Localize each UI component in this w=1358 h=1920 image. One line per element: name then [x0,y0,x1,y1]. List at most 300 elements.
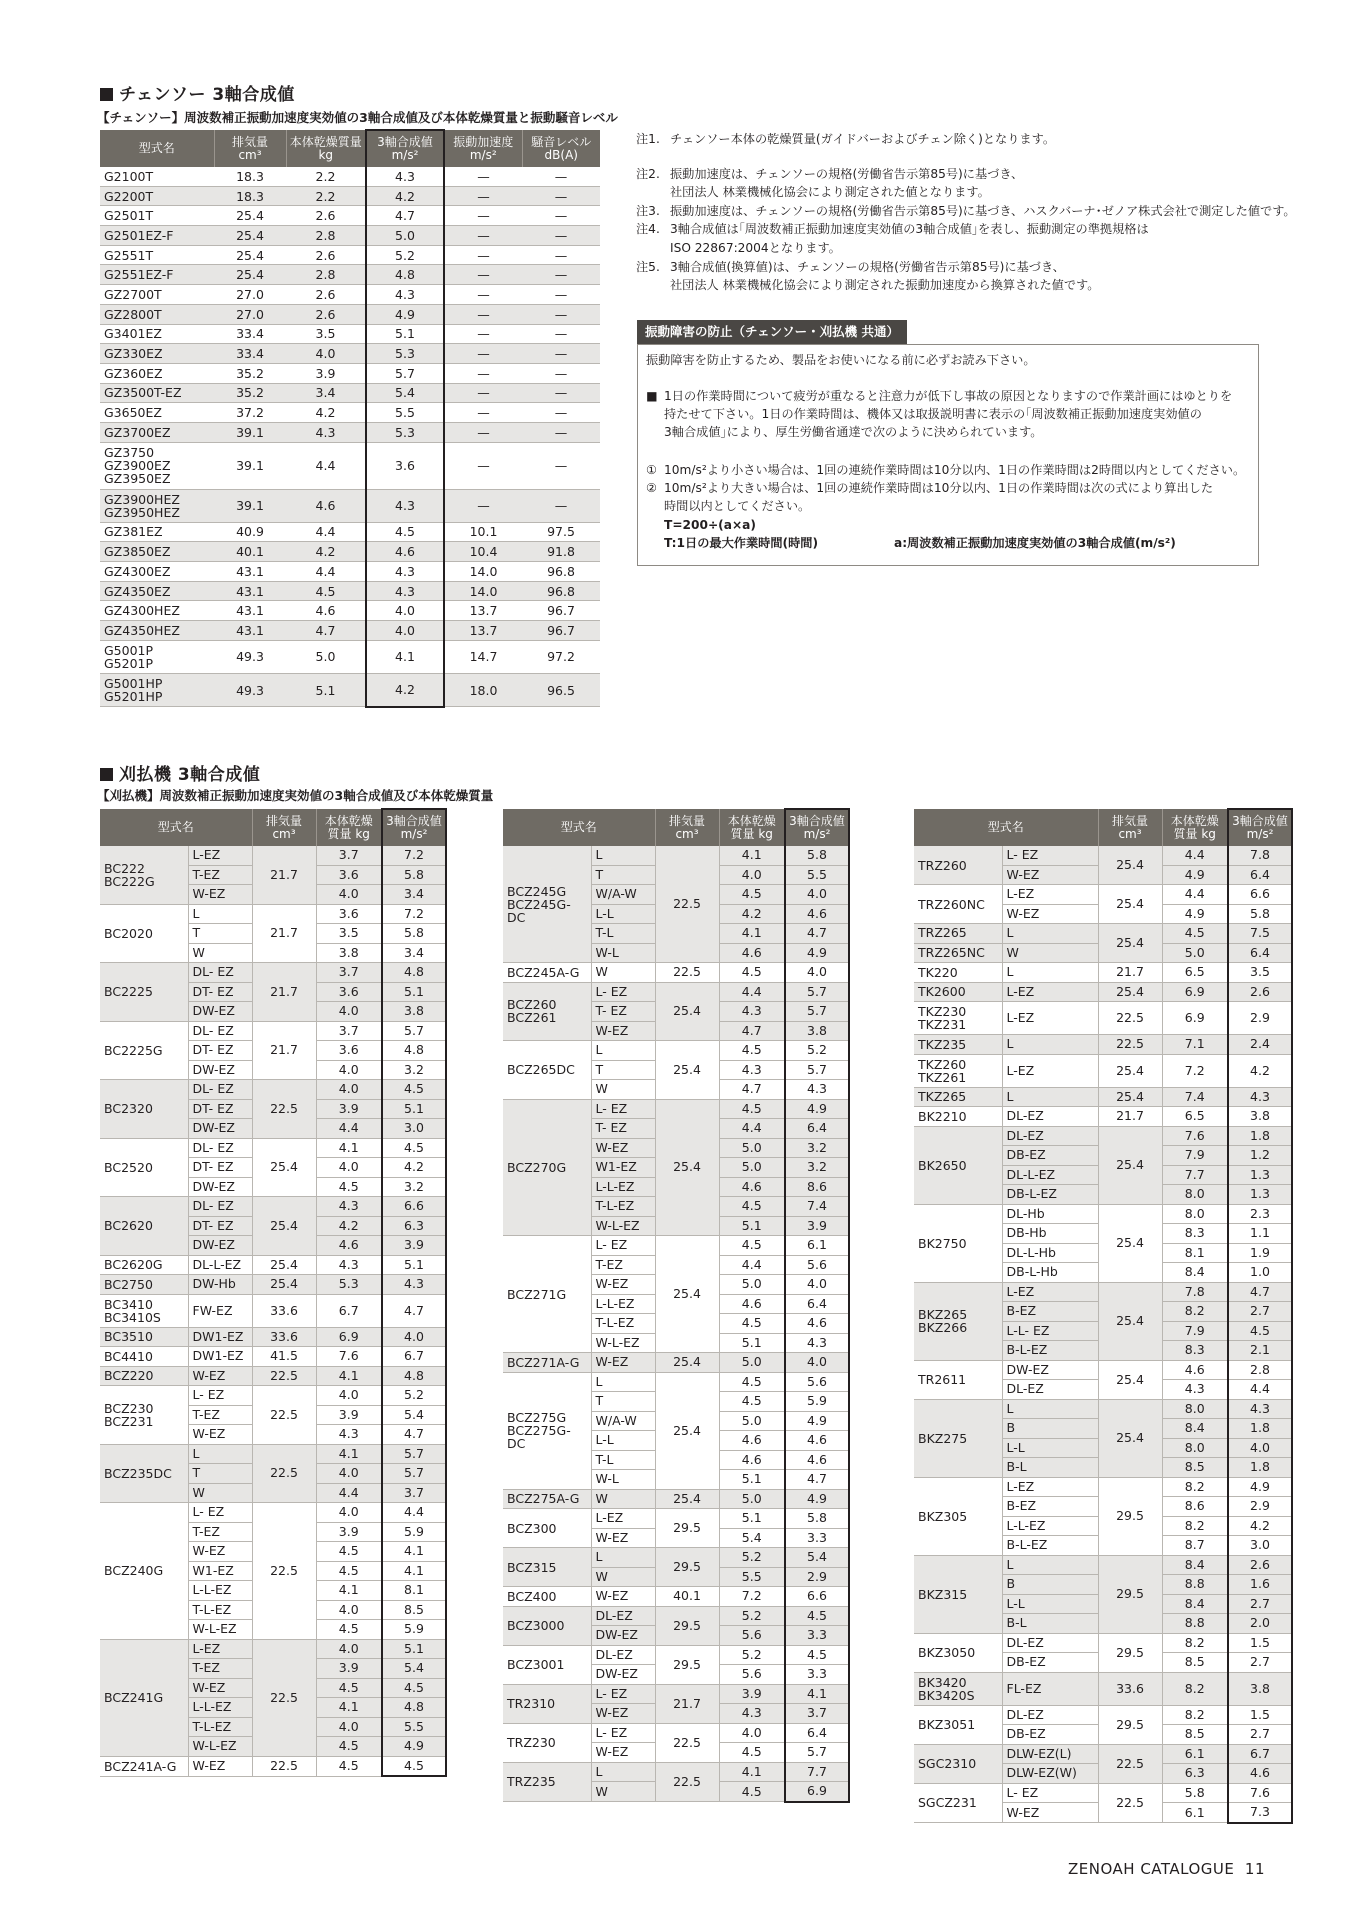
note-key: 注4. [636,222,660,237]
brush-model-cell: BC2620G [100,1255,188,1275]
brush-type-cell: T-EZ [188,1659,252,1679]
chainsaw-value-cell: 14.0 [444,581,522,601]
brush-3axis-cell: 3.9 [785,1216,849,1236]
chainsaw-value-cell: 4.5 [366,522,444,542]
chainsaw-model-cell: GZ3850EZ [100,542,214,562]
brush-cc-cell: 41.5 [252,1347,316,1367]
chainsaw-value-cell: 3.9 [286,363,366,383]
brush-type-cell: W-EZ [591,1704,655,1724]
brush-3axis-cell: 4.6 [785,1450,849,1470]
brush-weight-cell: 7.4 [1162,1087,1228,1107]
brush-model-cell: TRZ235 [503,1762,591,1802]
chainsaw-value-cell: 2.6 [286,304,366,324]
brush-3axis-cell: 5.1 [382,1255,446,1275]
brush-type-cell: W-L-EZ [188,1620,252,1640]
brush-weight-cell: 5.2 [719,1645,785,1665]
brush-weight-cell: 4.0 [316,1386,382,1406]
chainsaw-model-cell: GZ4350EZ [100,581,214,601]
brush-model-cell: TR2611 [914,1360,1002,1399]
chainsaw-value-cell: — [444,186,522,206]
brush-table-row [503,1587,849,1607]
brush-cc-cell: 25.4 [655,1099,719,1236]
brush-cc-cell: 25.4 [655,1353,719,1373]
brush-model-cell: BCZ241A-G [100,1756,188,1776]
brush-model-cell: BC2225G [100,1021,188,1080]
brush-3axis-cell: 4.3 [1228,1087,1292,1107]
brush-col-header-line1: 排気量 [1111,813,1148,828]
chainsaw-value-cell: 18.0 [444,673,522,707]
chainsaw-value-cell: 96.8 [522,581,600,601]
chainsaw-value-cell: — [444,226,522,246]
brush-type-cell: T-L-EZ [591,1314,655,1334]
brush-weight-cell: 4.0 [316,1503,382,1523]
brush-3axis-cell: 2.4 [1228,1035,1292,1055]
brush-weight-cell: 5.3 [316,1275,382,1295]
brush-weight-cell: 4.6 [719,1431,785,1451]
brush-type-cell: L-L [1002,1438,1098,1458]
chainsaw-value-cell: — [444,363,522,383]
brush-3axis-cell: 3.7 [785,1704,849,1724]
brush-type-cell: T [188,1464,252,1484]
brush-type-cell: T-EZ [188,1522,252,1542]
brush-table-row [914,1744,1292,1764]
brush-table-row [100,1080,446,1100]
brush-type-cell: DW-EZ [188,1236,252,1256]
brush-3axis-cell: 3.2 [382,1060,446,1080]
chainsaw-value-cell: — [444,442,522,489]
brush-weight-cell: 8.4 [1162,1594,1228,1614]
brush-weight-cell: 4.5 [719,1099,785,1119]
brush-weight-cell: 4.3 [316,1197,382,1217]
brush-cc-cell: 22.5 [655,846,719,963]
brush-col-header-line1: 本体乾燥 [1170,813,1219,828]
chainsaw-table-row [100,206,600,226]
brush-type-cell: W-EZ [591,1021,655,1041]
brush-model-cell: TRZ265 [914,924,1002,944]
chainsaw-value-cell: 18.3 [214,167,286,186]
brush-col-header-line2: m/s² [1246,827,1274,841]
chainsaw-value-cell: — [522,285,600,305]
chainsaw-value-cell: 96.5 [522,673,600,707]
brush-weight-cell: 3.9 [316,1522,382,1542]
brush-weight-cell: 4.5 [316,1678,382,1698]
brush-cc-cell: 22.5 [252,1503,316,1640]
brush-3axis-cell: 1.3 [1228,1185,1292,1205]
chainsaw-value-cell: — [522,265,600,285]
brush-cc-cell: 21.7 [252,963,316,1022]
brush-3axis-cell: 2.7 [1228,1725,1292,1745]
brush-type-cell: L [591,1041,655,1061]
brush-col-header-line1: 型式名 [987,820,1024,834]
chainsaw-model-cell: GZ2800T [100,304,214,324]
brush-weight-cell: 5.2 [719,1606,785,1626]
chainsaw-model-cell: GZ330EZ [100,344,214,364]
brush-model-cell: BKZ265 BKZ266 [914,1282,1002,1360]
brush-type-cell: L- EZ [188,1386,252,1406]
brush-3axis-cell: 6.7 [382,1347,446,1367]
chainsaw-value-cell: 4.3 [286,422,366,442]
brush-type-cell: L-EZ [1002,1282,1098,1302]
brush-weight-cell: 4.3 [1162,1380,1228,1400]
note-text: 3軸合成値(換算値)は、チェンソーの規格(労働省告示第85号)に基づき、 社団法人 林業機械化協会により測定された振動加速度から換算された値です。 [670,259,1100,293]
chainsaw-table-row [100,601,600,621]
chainsaw-value-cell: 96.7 [522,621,600,641]
brush-type-cell: L [1002,963,1098,983]
chainsaw-table-row [100,226,600,246]
brush-col-header-line1: 型式名 [157,820,194,834]
brush-cc-cell: 29.5 [1098,1705,1162,1744]
brush-3axis-cell: 3.2 [785,1138,849,1158]
chainsaw-model-cell: GZ3900HEZ GZ3950HEZ [100,489,214,522]
brush-type-cell: T-L [591,924,655,944]
brush-type-cell: L-EZ [188,1639,252,1659]
brush-type-cell: DL-Hb [1002,1204,1098,1224]
chainsaw-value-cell: 27.0 [214,285,286,305]
brush-table-row [914,1672,1292,1705]
chainsaw-value-cell: 39.1 [214,422,286,442]
chainsaw-value-cell: 33.4 [214,344,286,364]
brush-col-header [252,809,316,846]
brush-3axis-cell: 5.1 [382,982,446,1002]
brush-3axis-cell: 5.4 [382,1405,446,1425]
brush-weight-cell: 4.0 [316,1639,382,1659]
brush-col-header-line2: m/s² [400,827,428,841]
brush-model-cell: BCZ275G BCZ275G- DC [503,1372,591,1489]
brush-type-cell: B-L [1002,1614,1098,1634]
note-text: チェンソー本体の乾燥質量(ガイドバーおよびチェン除く)となります。 [670,132,1056,146]
brush-type-cell: L-EZ [1002,1054,1098,1087]
brush-type-cell: W-L [591,1470,655,1490]
brush-weight-cell: 5.0 [719,1489,785,1509]
brush-table-row [914,885,1292,905]
brush-weight-cell: 3.9 [316,1659,382,1679]
chainsaw-value-cell: 14.7 [444,640,522,673]
brush-table-row [914,1555,1292,1575]
brush-3axis-cell: 4.0 [382,1327,446,1347]
brush-3axis-cell: 3.3 [785,1626,849,1646]
brush-cc-cell: 22.5 [1098,1744,1162,1783]
brush-weight-cell: 5.6 [719,1665,785,1685]
brush-weight-cell: 7.1 [1162,1035,1228,1055]
brush-3axis-cell: 1.5 [1228,1633,1292,1653]
chainsaw-value-cell: 4.0 [286,344,366,364]
brush-3axis-cell: 8.5 [382,1600,446,1620]
brush-type-cell: DL-EZ [1002,1705,1098,1725]
chainsaw-value-cell: — [444,285,522,305]
brush-weight-cell: 4.0 [316,1080,382,1100]
brush-model-cell: BC3410 BC3410S [100,1294,188,1327]
brush-weight-cell: 6.5 [1162,963,1228,983]
brush-col-header-line2: cm³ [1118,826,1142,841]
brush-3axis-cell: 4.7 [785,924,849,944]
chainsaw-value-cell: 25.4 [214,226,286,246]
brush-3axis-cell: 6.6 [1228,885,1292,905]
chainsaw-table-row [100,562,600,582]
brush-3axis-cell: 5.8 [382,865,446,885]
brush-weight-cell: 4.5 [719,1782,785,1802]
brush-type-cell: FL-EZ [1002,1672,1098,1705]
brush-3axis-cell: 1.8 [1228,1458,1292,1478]
brush-weight-cell: 6.9 [316,1327,382,1347]
brush-weight-cell: 5.6 [719,1626,785,1646]
brush-type-cell: DL- EZ [188,1021,252,1041]
chainsaw-value-cell: 5.4 [366,383,444,403]
brush-weight-cell: 5.2 [719,1548,785,1568]
brush-3axis-cell: 3.3 [785,1528,849,1548]
brush-col-header-line1: 排気量 [668,813,705,828]
brush-type-cell: L [1002,1035,1098,1055]
brush-type-cell: L-L-EZ [1002,1516,1098,1536]
brush-weight-cell: 8.3 [1162,1341,1228,1361]
brush-type-cell: L-L-EZ [188,1698,252,1718]
brush-table-row [914,1126,1292,1146]
brush-type-cell: W-EZ [188,1756,252,1776]
brush-type-cell: L-L-EZ [591,1177,655,1197]
chainsaw-col-header [366,130,444,167]
brush-type-cell: DW-EZ [591,1626,655,1646]
brush-3axis-cell: 3.4 [382,885,446,905]
chainsaw-value-cell: — [444,403,522,423]
chainsaw-value-cell: — [522,442,600,489]
brush-3axis-cell: 4.8 [382,963,446,983]
brush-weight-cell: 5.0 [719,1158,785,1178]
brush-table-row [100,1275,446,1295]
brush-model-cell: TK220 [914,963,1002,983]
brush-table-row [100,963,446,983]
chainsaw-value-cell: 4.2 [366,186,444,206]
chainsaw-value-cell: 5.2 [366,245,444,265]
brush-3axis-cell: 2.7 [1228,1653,1292,1673]
brush-weight-cell: 7.6 [1162,1126,1228,1146]
chainsaw-value-cell: 43.1 [214,562,286,582]
brush-table-row [100,1021,446,1041]
brush-table-row [100,1503,446,1523]
brush-3axis-cell: 4.5 [382,1678,446,1698]
brush-weight-cell: 4.4 [316,1119,382,1139]
brush-3axis-cell: 1.2 [1228,1146,1292,1166]
brush-table-row [100,1756,446,1776]
brush-cc-cell: 29.5 [655,1509,719,1548]
brush-cc-cell: 25.4 [252,1275,316,1295]
chainsaw-value-cell: 25.4 [214,265,286,285]
brush-table-row [503,1489,849,1509]
brush-weight-cell: 5.0 [719,1138,785,1158]
square-bullet-icon [100,88,113,101]
brush-weight-cell: 8.7 [1162,1536,1228,1556]
chainsaw-model-cell: G5001P G5201P [100,640,214,673]
brush-3axis-cell: 4.8 [382,1366,446,1386]
brush-type-cell: DW-EZ [188,1177,252,1197]
brush-type-cell: DW-EZ [1002,1360,1098,1380]
brush-col-header-line1: 3軸合成値 [386,814,442,828]
brush-3axis-cell: 5.6 [785,1255,849,1275]
brush-weight-cell: 3.7 [316,963,382,983]
chainsaw-model-cell: G3401EZ [100,324,214,344]
brush-col-header-line1: 排気量 [265,813,302,828]
brush-3axis-cell: 5.5 [785,865,849,885]
vibration-bullet-text: 1日の作業時間について疲労が重なると注意力が低下し事故の原因となりますので作業計画にはゆとりを 持たせて下さい。1日の作業時間は、機体又は取扱説明書に表示の｢周波数補正振動加速度実効値の 3軸合成値｣により、厚生労働省通達で次のように決められています。 [664,389,1233,440]
brush-3axis-cell: 2.3 [1228,1204,1292,1224]
brush-cc-cell: 25.4 [1098,982,1162,1002]
brush-3axis-cell: 4.3 [785,1080,849,1100]
chainsaw-col-header-line1: 本体乾燥質量 [289,134,362,149]
brush-3axis-cell: 4.6 [1228,1764,1292,1784]
chainsaw-table-row [100,167,600,186]
brush-section-title: 刈払機 3軸合成値 [100,760,260,785]
brush-weight-cell: 3.6 [316,982,382,1002]
brush-table-3-wrap [914,808,1293,1824]
chainsaw-table-row [100,489,600,522]
brush-model-cell: BCZ270G [503,1099,591,1236]
note-text: 3軸合成値は｢周波数補正振動加速度実効値の3軸合成値｣を表し、振動測定の準拠規格は ISO 22867:2004となります。 [670,222,1149,255]
chainsaw-col-header [286,130,366,167]
chainsaw-col-header-line2: m/s² [469,147,497,162]
brush-type-cell: W1-EZ [188,1561,252,1581]
brush-3axis-cell: 4.9 [785,1489,849,1509]
brush-weight-cell: 7.9 [1162,1321,1228,1341]
brush-3axis-cell: 5.5 [382,1717,446,1737]
brush-type-cell: T-L-EZ [188,1717,252,1737]
brush-weight-cell: 4.0 [316,1060,382,1080]
brush-3axis-cell: 5.7 [785,1002,849,1022]
chainsaw-table-row [100,403,600,423]
brush-type-cell: DL-L-EZ [188,1255,252,1275]
brush-type-cell: W [591,1567,655,1587]
chainsaw-value-cell: 4.7 [286,621,366,641]
brush-weight-cell: 6.1 [1162,1803,1228,1823]
brush-type-cell: B [1002,1575,1098,1595]
brush-3axis-cell: 7.2 [382,904,446,924]
chainsaw-model-cell: GZ360EZ [100,363,214,383]
brush-model-cell: TR2310 [503,1684,591,1723]
brush-3axis-cell: 1.3 [1228,1165,1292,1185]
chainsaw-model-cell: G3650EZ [100,403,214,423]
brush-type-cell: W-L-EZ [591,1216,655,1236]
brush-weight-cell: 4.4 [719,1255,785,1275]
brush-type-cell: DT- EZ [188,1216,252,1236]
brush-type-cell: W-EZ [591,1528,655,1548]
chainsaw-model-cell: GZ4350HEZ [100,621,214,641]
brush-3axis-cell: 4.3 [785,1333,849,1353]
chainsaw-value-cell: 5.1 [366,324,444,344]
brush-type-cell: L-EZ [188,846,252,865]
note-item [636,165,1306,202]
brush-table-row [503,1041,849,1061]
brush-weight-cell: 3.6 [316,865,382,885]
brush-weight-cell: 8.4 [1162,1555,1228,1575]
brush-table-row [914,1107,1292,1127]
brush-table-row [503,1684,849,1704]
brush-3axis-cell: 3.7 [382,1483,446,1503]
brush-weight-cell: 4.0 [316,1464,382,1484]
chainsaw-value-cell: 43.1 [214,621,286,641]
brush-3axis-cell: 4.5 [1228,1321,1292,1341]
chainsaw-value-cell: 96.8 [522,562,600,582]
brush-model-cell: BCZ235DC [100,1444,188,1503]
brush-3axis-cell: 1.8 [1228,1126,1292,1146]
brush-type-cell: L- EZ [1002,1783,1098,1803]
chainsaw-value-cell: 18.3 [214,186,286,206]
brush-cc-cell: 25.4 [655,1236,719,1353]
brush-type-cell: DLW-EZ(W) [1002,1764,1098,1784]
brush-model-cell: BCZ315 [503,1548,591,1587]
brush-type-cell: T-L-EZ [591,1197,655,1217]
chainsaw-col-header-line2: dB(A) [544,147,578,162]
brush-weight-cell: 6.3 [1162,1764,1228,1784]
brush-3axis-cell: 4.9 [1228,1477,1292,1497]
brush-type-cell: L- EZ [591,1236,655,1256]
chainsaw-table-row [100,363,600,383]
brush-model-cell: TRZ260 [914,846,1002,885]
brush-type-cell: T-EZ [591,1255,655,1275]
vibration-box [637,344,1259,566]
brush-cc-cell: 22.5 [252,1756,316,1776]
chainsaw-table-row [100,285,600,305]
chainsaw-value-cell: 4.8 [366,265,444,285]
brush-type-cell: DW-EZ [188,1119,252,1139]
chainsaw-value-cell: 4.1 [366,640,444,673]
chainsaw-value-cell: 2.2 [286,186,366,206]
brush-cc-cell: 29.5 [655,1548,719,1587]
brush-model-cell: BKZ3050 [914,1633,1002,1672]
brush-weight-cell: 7.6 [316,1347,382,1367]
brush-3axis-cell: 3.2 [382,1177,446,1197]
brush-table-row [503,1723,849,1743]
brush-3axis-cell: 6.4 [785,1119,849,1139]
brush-3axis-cell: 5.1 [382,1099,446,1119]
chainsaw-value-cell: 10.1 [444,522,522,542]
brush-3axis-cell: 1.0 [1228,1263,1292,1283]
chainsaw-section-title: チェンソー 3軸合成値 [100,80,295,105]
brush-weight-cell: 5.1 [719,1509,785,1529]
brush-model-cell: TRZ230 [503,1723,591,1762]
notes-list [636,130,1306,295]
brush-type-cell: W [591,1080,655,1100]
brush-cc-cell: 25.4 [655,1489,719,1509]
note-item [636,258,1306,295]
brush-col-header [100,809,252,846]
brush-col-header-line2: 質量 kg [730,826,773,841]
brush-type-cell: W/A-W [591,1411,655,1431]
brush-3axis-cell: 4.6 [785,1431,849,1451]
brush-type-cell: W-EZ [188,1366,252,1386]
brush-col-header-line2: m/s² [803,827,831,841]
brush-type-cell: L-L-EZ [591,1294,655,1314]
chainsaw-value-cell: 97.5 [522,522,600,542]
chainsaw-value-cell: — [522,324,600,344]
brush-weight-cell: 5.0 [719,1353,785,1373]
chainsaw-table-row [100,245,600,265]
brush-col-header [316,809,382,846]
brush-weight-cell: 4.3 [316,1425,382,1445]
brush-weight-cell: 7.2 [1162,1054,1228,1087]
brush-weight-cell: 4.1 [316,1444,382,1464]
brush-weight-cell: 4.5 [719,963,785,983]
chainsaw-value-cell: 4.3 [366,167,444,186]
chainsaw-value-cell: 4.0 [366,621,444,641]
brush-weight-cell: 4.5 [316,1756,382,1776]
brush-type-cell: W-EZ [1002,865,1098,885]
brush-type-cell: DW1-EZ [188,1327,252,1347]
brush-model-cell: SGC2310 [914,1744,1002,1783]
brush-cc-cell: 22.5 [252,1366,316,1386]
brush-3axis-cell: 3.4 [382,943,446,963]
brush-cc-cell: 21.7 [655,1684,719,1723]
brush-col-header-line1: 型式名 [560,820,597,834]
brush-3axis-cell: 8.1 [382,1581,446,1601]
brush-3axis-cell: 1.1 [1228,1224,1292,1244]
brush-weight-cell: 4.5 [316,1737,382,1757]
